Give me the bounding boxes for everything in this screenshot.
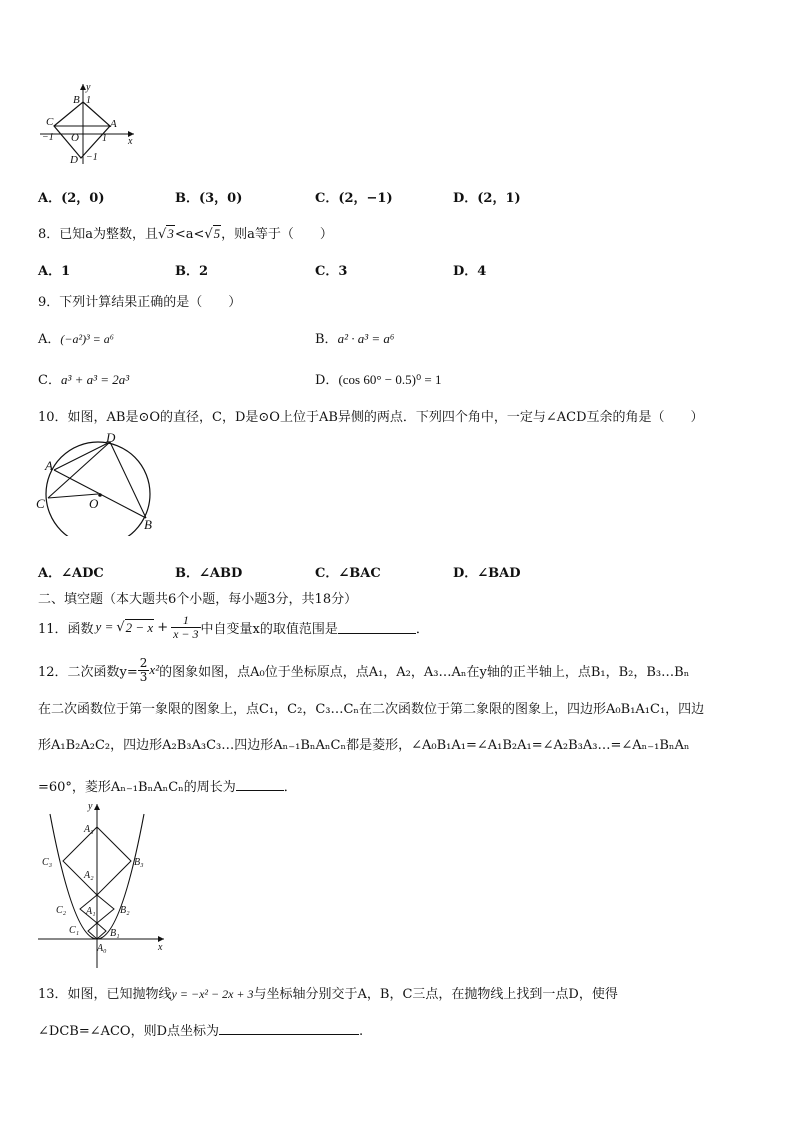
- q9-option-a: [38, 328, 114, 347]
- q13-answer-blank[interactable]: [219, 1022, 359, 1035]
- q11-numerator: 1: [171, 614, 200, 628]
- q11-answer-blank[interactable]: [338, 621, 416, 634]
- q8-stem: [38, 223, 333, 242]
- q12-line4-text: =60°，菱形Aₙ₋₁BₙAₙCₙ的周长为: [38, 780, 236, 795]
- q9-b-expr: a² · a³ = a⁶: [337, 331, 395, 346]
- label-A2: A₂: [84, 870, 94, 881]
- label-A3: A₃: [84, 824, 94, 835]
- label-B3: B₃: [134, 857, 144, 868]
- q12-line1: [38, 652, 689, 688]
- q13-prefix: 13．如图，已知抛物线: [38, 987, 172, 1002]
- label-C2: C₂: [56, 905, 67, 916]
- q10-option-b: B．∠ABD: [175, 566, 243, 581]
- q10-figure: [34, 428, 156, 536]
- label-D: D: [70, 154, 78, 166]
- q12-line1-text: 的图象如图，点A₀位于坐标原点，点A₁，A₂，A₃…Aₙ在y轴的正半轴上，点B₁，B₂，B₃…Bₙ: [159, 664, 690, 680]
- q8-option-a: A．1: [38, 264, 71, 279]
- q9-option-d: [315, 369, 442, 388]
- q11-radicand: 2 − x: [125, 619, 154, 635]
- q11-suffix: 中自变量x的取值范围是: [200, 621, 338, 637]
- q9-c-label: C．: [38, 373, 61, 388]
- q13-line2-text: ∠DCB=∠ACO，则D点坐标为: [38, 1024, 220, 1039]
- label-1-x: 1: [102, 133, 107, 144]
- q12-answer-blank[interactable]: [236, 778, 284, 791]
- sqrt-sign: √: [116, 619, 125, 635]
- q10-stem: 10．如图，AB是⊙O的直径，C，D是⊙O上位于AB异侧的两点．下列四个角中，一定与∠ACD互余的角是（ ）: [38, 410, 704, 425]
- label-C1: C₁: [69, 925, 80, 936]
- label-A0: A₀: [97, 943, 107, 954]
- q8-inequality: <a<: [174, 227, 205, 242]
- q12-figure: [34, 800, 170, 972]
- label-B: B: [73, 94, 80, 106]
- label-x: x: [158, 942, 163, 953]
- q12-end: ．: [283, 780, 297, 795]
- center-dot: [98, 493, 102, 497]
- q11-plus: +: [157, 619, 169, 635]
- q7-option-b: B．(3，0): [175, 191, 243, 206]
- q7-figure: [36, 78, 140, 168]
- q9-stem: 9．下列计算结果正确的是（ ）: [38, 295, 242, 310]
- q12-line2: 在二次函数位于第一象限的图象上，点C₁，C₂，C₃…Cₙ在二次函数位于第二象限的图象上，四边形A₀B₁A₁C₁，四边: [38, 702, 705, 717]
- q9-d-label: D．: [315, 373, 339, 388]
- label-D: D: [106, 430, 116, 445]
- label-B1: B₁: [110, 928, 120, 939]
- q8-option-d: D．4: [453, 264, 487, 279]
- q9-option-b: [315, 328, 394, 347]
- label-A: A: [110, 118, 117, 130]
- q8-option-c: C．3: [315, 264, 348, 279]
- q13-suffix: 与坐标轴分别交于A，B，C三点，在抛物线上找到一点D，使得: [253, 987, 618, 1002]
- circle-o: [46, 442, 150, 536]
- q8-option-b: B．2: [175, 264, 209, 279]
- q7-option-c: C．(2，−1): [315, 191, 393, 206]
- q11-fraction: [171, 614, 200, 641]
- q8-stem-b: ，则a等于（ ）: [221, 227, 333, 242]
- label-x: x: [128, 136, 133, 147]
- q7-option-d: D．(2，1): [453, 191, 521, 206]
- q13-end: .: [359, 1024, 364, 1039]
- label-B2: B₂: [120, 905, 130, 916]
- q13-line2: [38, 1020, 363, 1039]
- q8-radicand-2: 5: [213, 226, 221, 241]
- q12-prefix: 12．二次函数y=: [38, 664, 138, 680]
- q13-line1: [38, 983, 618, 1002]
- q13-expr: y = −x² − 2x + 3: [171, 987, 254, 1001]
- q8-stem-a: 8．已知a为整数，且: [38, 227, 159, 242]
- q9-a-expr: (−a²)³ = a⁶: [60, 332, 114, 346]
- q9-c-expr: a³ + a³ = 2a³: [60, 372, 130, 387]
- label-O: O: [89, 496, 99, 511]
- label-C: C: [36, 496, 45, 511]
- q11-denominator: x − 3: [173, 626, 199, 641]
- q8-radicand-1: 3: [167, 226, 174, 241]
- label-O: O: [71, 132, 79, 144]
- sqrt-sign: √: [158, 227, 167, 242]
- label-neg1-x: −1: [42, 132, 54, 143]
- q11-prefix: 11．函数: [38, 621, 94, 637]
- q12-line3: 形A₁B₂A₂C₂，四边形A₂B₃A₃C₃…四边形Aₙ₋₁BₙAₙCₙ都是菱形，∠A₀B₁A₁=∠A₁B₂A₁=∠A₂B₃A₃…=∠Aₙ₋₁BₙAₙ: [38, 738, 690, 753]
- y-axis-arrow: [94, 804, 100, 810]
- q12-x2: x²: [149, 662, 160, 677]
- q9-a-label: A．: [38, 332, 61, 347]
- label-B: B: [144, 517, 152, 532]
- q10-option-d: D．∠BAD: [453, 566, 521, 581]
- label-y: y: [88, 801, 93, 812]
- q11-y: y =: [95, 619, 114, 634]
- label-A: A: [45, 458, 53, 473]
- quadrilateral-abcd: [54, 102, 110, 158]
- label-y: y: [86, 82, 91, 93]
- chord-dc: [48, 442, 110, 498]
- q12-numerator: 2: [139, 655, 148, 670]
- q9-b-label: B．: [315, 332, 338, 347]
- label-C: C: [46, 116, 54, 128]
- q10-option-c: C．∠BAC: [315, 566, 381, 581]
- label-C3: C₃: [42, 857, 53, 868]
- q12-fraction: [138, 657, 150, 684]
- q12-denominator: 3: [139, 669, 148, 684]
- q7-option-a: A．(2，0): [38, 191, 105, 206]
- q11-stem: [38, 610, 429, 644]
- label-A1: A₁: [86, 906, 96, 917]
- label-neg1-y: −1: [86, 152, 98, 163]
- q9-option-c: [38, 369, 129, 388]
- label-1-y: 1: [86, 95, 91, 106]
- q11-end: ．: [415, 621, 429, 637]
- q12-line4: [38, 776, 297, 795]
- q10-option-a: A．∠ADC: [38, 566, 104, 581]
- sqrt-sign: √: [204, 227, 213, 242]
- q9-d-expr: (cos 60° − 0.5)⁰ = 1: [338, 372, 442, 387]
- section-title: 二、填空题（本大题共6个小题，每小题3分，共18分）: [38, 592, 358, 607]
- chord-db: [110, 442, 146, 518]
